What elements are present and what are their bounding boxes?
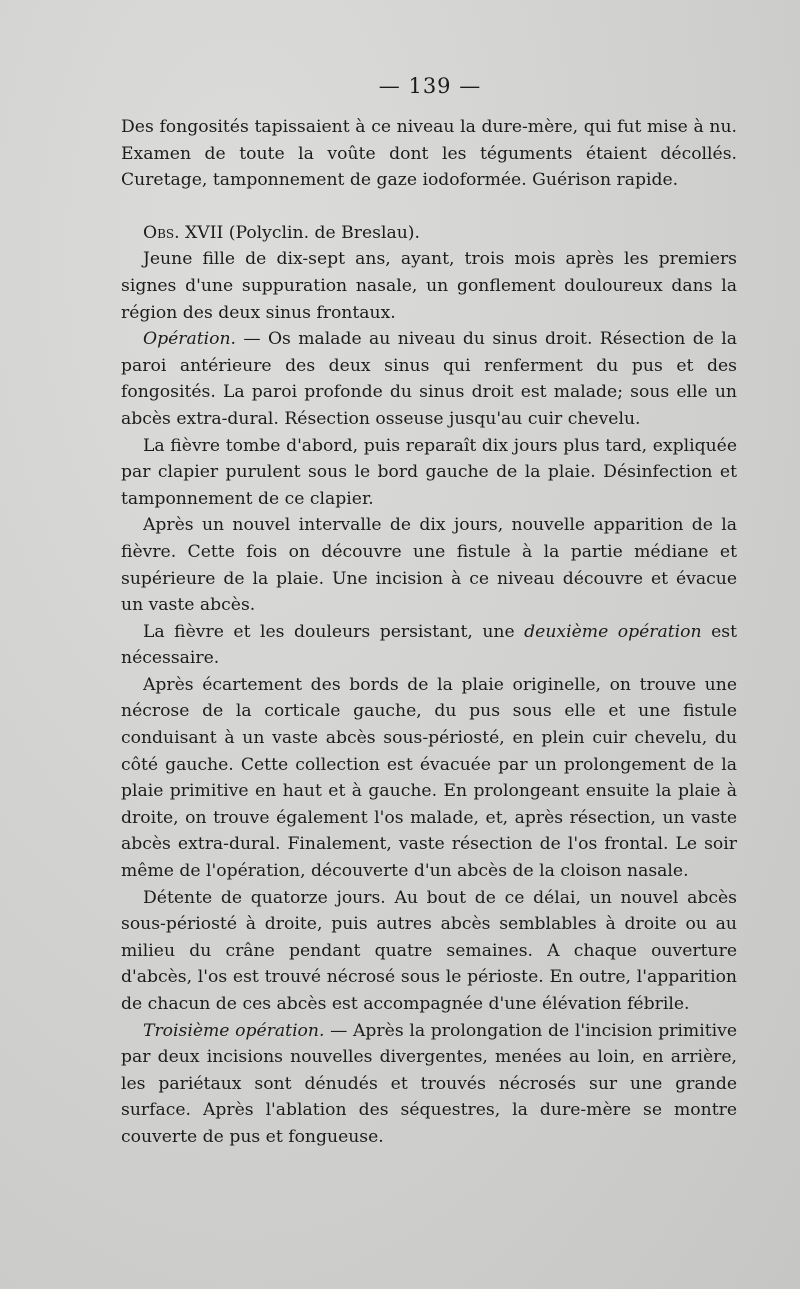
second-op-emphasis: deuxième opération bbox=[524, 621, 702, 642]
paragraph-operation bbox=[121, 326, 737, 432]
operation-text: — Os malade au niveau du sinus droit. Résection de la paroi antérieure des deux sinus qui renferment du pus et des fongosités. La paroi profonde du sinus droit est malade; sous elle un abcès extra-dural. Résection osseuse jusqu'au cuir chevelu. bbox=[121, 329, 737, 429]
paragraph-continuation: Des fongosités tapissaient à ce niveau la dure-mère, qui fut mise à nu. Examen de toute la voûte dont les téguments étaient décollés. Curetage, tamponnement de gaze iodoformée. Guérison rapide. bbox=[121, 117, 737, 191]
paragraph-detente: Détente de quatorze jours. Au bout de ce délai, un nouvel abcès sous-périosté à droite, puis autres abcès semblables à droite ou au milieu du crâne pendant quatre semaines. A chaque ouverture d'abcès, l'os est trouvé nécrosé sous le périoste. En outre, l'apparition de chacun de ces abcès est accompagnée d'une élévation fébrile. bbox=[121, 887, 737, 1014]
paragraph-fistula: Après un nouvel intervalle de dix jours, nouvelle apparition de la fièvre. Cette fois on découvre une fistule à la partie médiane et supérieure de la plaie. Une incision à ce niveau découvre et évacue un vaste abcès. bbox=[121, 515, 737, 616]
paragraph-necrosis: Après écartement des bords de la plaie originelle, on trouve une nécrose de la corticale gauche, du pus sous elle et une fistule conduisant à un vaste abcès sous-périosté, en plein cuir chevelu, du côté gauche. Cette collection est évacuée par un prolongement de la plaie primitive en haut et à gauche. En prolongeant ensuite la plaie à droite, on trouve également l'os malade, et, après résection, un vaste abcès extra-dural. Finalement, vaste résection de l'os frontal. Le soir même de l'opération, découverte d'un abcès de la cloison nasale. bbox=[121, 674, 737, 882]
second-op-text-b: est nécessaire. bbox=[121, 621, 737, 669]
page-number: — 139 — bbox=[378, 74, 482, 98]
observation-heading bbox=[121, 220, 737, 247]
obs-label: Obs. bbox=[143, 222, 180, 243]
paragraph-patient: Jeune fille de dix-sept ans, ayant, trois mois après les premiers signes d'une suppuration nasale, un gonflement douloureux dans la région des deux sinus frontaux. bbox=[121, 249, 737, 323]
paragraph-third-operation bbox=[121, 1018, 737, 1151]
second-op-text-a: La fièvre et les douleurs persistant, une bbox=[143, 621, 525, 642]
body-text bbox=[121, 114, 737, 1151]
operation-heading: Opération. bbox=[143, 329, 237, 350]
paragraph-fever: La fièvre tombe d'abord, puis reparaît dix jours plus tard, expliquée par clapier purulent sous le bord gauche de la plaie. Désinfection et tamponnement de ce clapier. bbox=[121, 435, 737, 509]
obs-title: XVII (Polyclin. de Breslau). bbox=[179, 222, 420, 243]
third-op-heading: Troisième opération. bbox=[143, 1020, 325, 1041]
paragraph-second-operation bbox=[121, 619, 737, 672]
third-op-text: — Après la prolongation de l'incision primitive par deux incisions nouvelles divergentes, menées au loin, en arrière, les pariétaux sont dénudés et trouvés nécrosés sur une grande surface. Après l'ablation des séquestres, la dure-mère se montre couverte de pus et fongueuse. bbox=[121, 1020, 738, 1147]
